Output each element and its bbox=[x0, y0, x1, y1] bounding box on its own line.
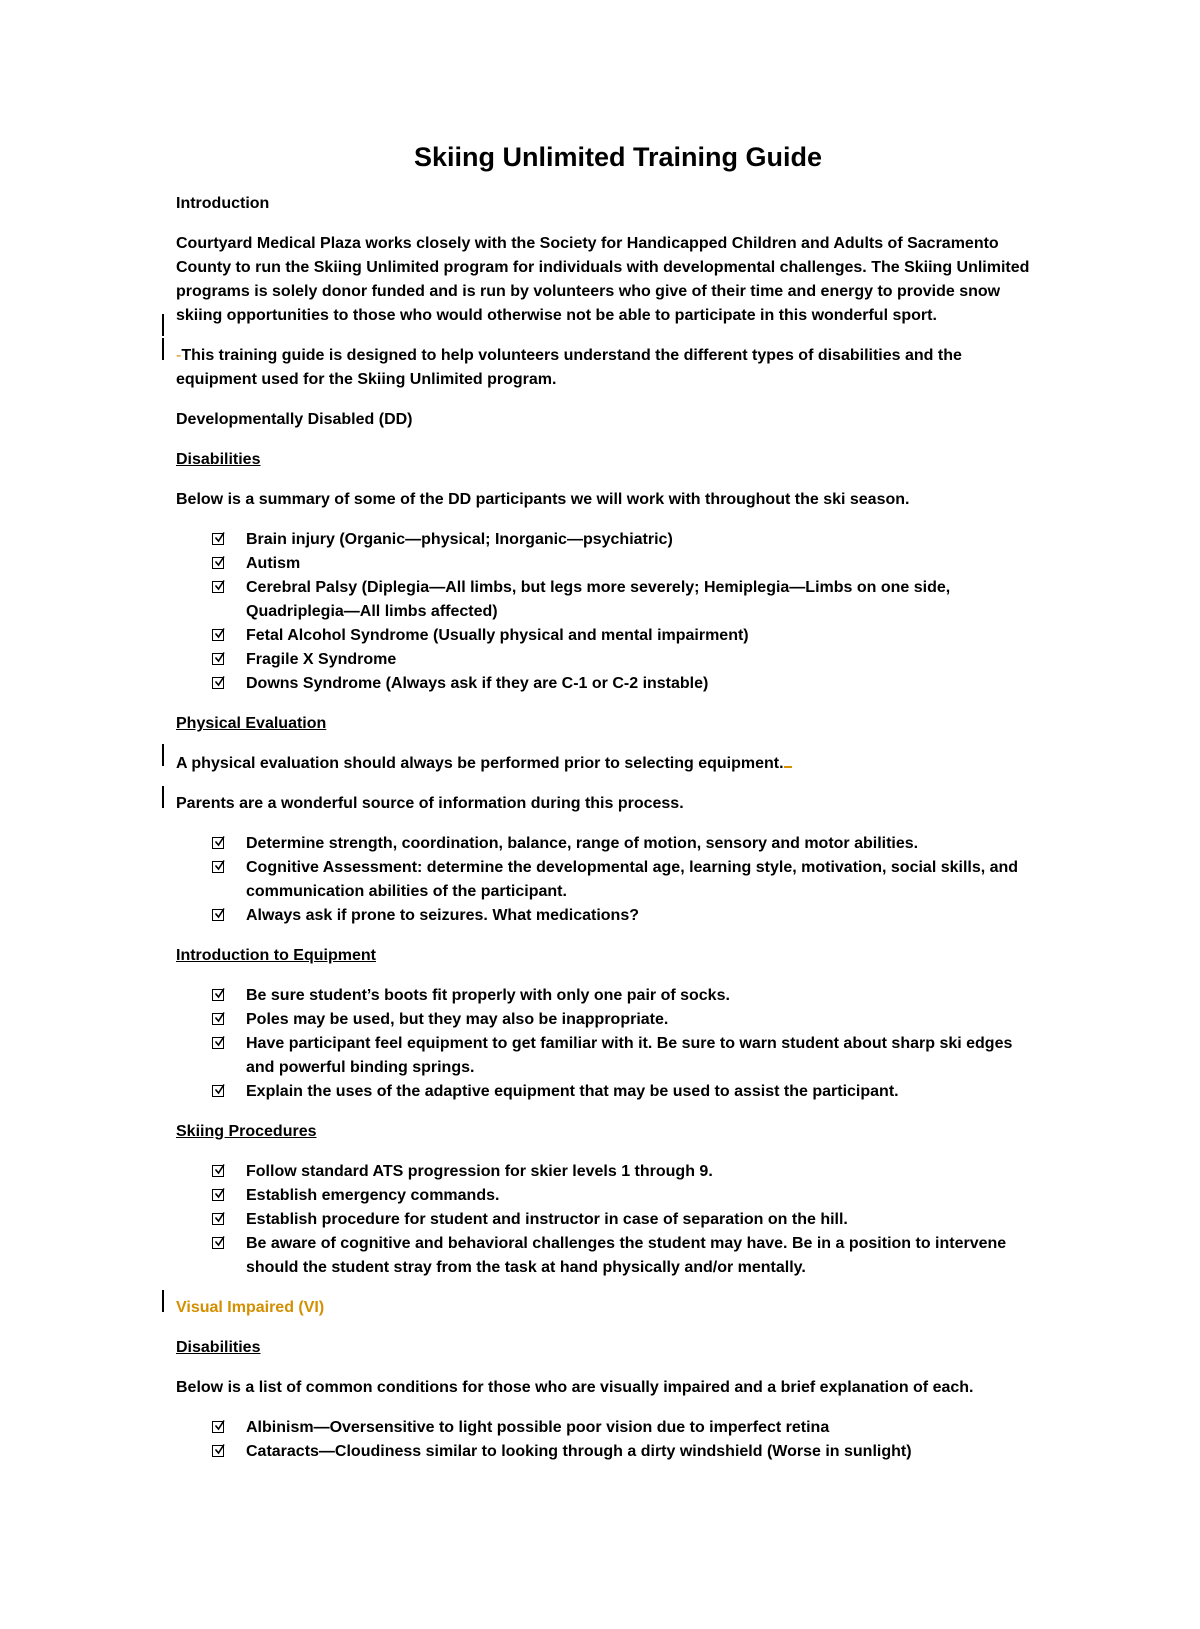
checkbox-checked-icon bbox=[212, 837, 224, 849]
checkbox-checked-icon bbox=[212, 1037, 224, 1049]
list-item bbox=[246, 528, 1036, 552]
intro-paragraph-text: Courtyard Medical Plaza works closely with the Society for Handicapped Children and Adults of Sacramento County to run the Skiing Unlimited program for individuals with developmental challenges. The Skiing Unlimited programs is solely donor funded and is run by volunteers who give of their time and energy to provide snow skiing opportunities to those who would otherwise not be able to participate in this wonderful sport. bbox=[176, 235, 1030, 324]
checkbox-checked-icon bbox=[212, 653, 224, 665]
list-item bbox=[246, 1032, 1036, 1080]
equipment-heading: Introduction to Equipment bbox=[176, 947, 376, 964]
list-item bbox=[246, 1080, 1036, 1104]
change-bar bbox=[162, 1290, 164, 1312]
list-item-text: Establish procedure for student and instructor in case of separation on the hill. bbox=[246, 1211, 848, 1228]
list-item-text: Be aware of cognitive and behavioral challenges the student may have. Be in a position to intervene should the student stray from the task at hand physically and/or mentally. bbox=[246, 1235, 1007, 1276]
checkbox-checked-icon bbox=[212, 909, 224, 921]
list-item-text: Cerebral Palsy (Diplegia—All limbs, but legs more severely; Hemiplegia—Limbs on one side, Quadriplegia—All limbs affected) bbox=[246, 579, 951, 620]
checkbox-checked-icon bbox=[212, 1445, 224, 1457]
list-item-text: Brain injury (Organic—physical; Inorganic—psychiatric) bbox=[246, 531, 673, 548]
checkbox-checked-icon bbox=[212, 1237, 224, 1249]
checkbox-checked-icon bbox=[212, 533, 224, 545]
list-item bbox=[246, 856, 1036, 904]
vi-list bbox=[176, 1416, 1036, 1464]
list-item bbox=[246, 648, 1036, 672]
list-item bbox=[246, 904, 1036, 928]
list-item bbox=[246, 1208, 1036, 1232]
change-bar bbox=[162, 744, 164, 766]
checkbox-checked-icon bbox=[212, 581, 224, 593]
skiing-procedures-list bbox=[176, 1160, 1036, 1280]
checkbox-checked-icon bbox=[212, 1165, 224, 1177]
dd-heading: Developmentally Disabled (DD) bbox=[176, 411, 413, 428]
list-item bbox=[246, 1416, 1036, 1440]
dd-list bbox=[176, 528, 1036, 696]
dd-disabilities-heading: Disabilities bbox=[176, 451, 261, 468]
list-item-text: Always ask if prone to seizures. What medications? bbox=[246, 907, 639, 924]
change-bar bbox=[162, 786, 164, 808]
checkbox-checked-icon bbox=[212, 861, 224, 873]
checkbox-checked-icon bbox=[212, 1013, 224, 1025]
parents-paragraph-text: Parents are a wonderful source of information during this process. bbox=[176, 795, 684, 812]
list-item bbox=[246, 1160, 1036, 1184]
inserted-mark: - bbox=[176, 347, 182, 364]
checkbox-checked-icon bbox=[212, 1085, 224, 1097]
checkbox-checked-icon bbox=[212, 1421, 224, 1433]
list-item-text: Cognitive Assessment: determine the developmental age, learning style, motivation, social skills, and communication abilities of the participant. bbox=[246, 859, 1019, 900]
list-item bbox=[246, 1232, 1036, 1280]
dd-summary: Below is a summary of some of the DD participants we will work with throughout the ski season. bbox=[176, 491, 910, 508]
list-item-text: Poles may be used, but they may also be inappropriate. bbox=[246, 1011, 669, 1028]
list-item-text: Determine strength, coordination, balance, range of motion, sensory and motor abilities. bbox=[246, 835, 919, 852]
list-item bbox=[246, 1184, 1036, 1208]
change-bar bbox=[162, 314, 164, 336]
intro-paragraph bbox=[176, 232, 1036, 328]
checkbox-checked-icon bbox=[212, 1189, 224, 1201]
vi-summary: Below is a list of common conditions for those who are visually impaired and a brief explanation of each. bbox=[176, 1379, 974, 1396]
vi-heading-text: Visual Impaired (VI) bbox=[176, 1299, 325, 1316]
vi-heading bbox=[176, 1296, 1036, 1320]
list-item bbox=[246, 1440, 1036, 1464]
parents-paragraph bbox=[176, 792, 1036, 816]
list-item-text: Downs Syndrome (Always ask if they are C-1 or C-2 instable) bbox=[246, 675, 709, 692]
list-item bbox=[246, 624, 1036, 648]
list-item-text: Fetal Alcohol Syndrome (Usually physical and mental impairment) bbox=[246, 627, 749, 644]
vi-disabilities-heading: Disabilities bbox=[176, 1339, 261, 1356]
checkbox-checked-icon bbox=[212, 557, 224, 569]
list-item bbox=[246, 576, 1036, 624]
list-item bbox=[246, 832, 1036, 856]
list-item-text: Be sure student’s boots fit properly with only one pair of socks. bbox=[246, 987, 730, 1004]
list-item bbox=[246, 1008, 1036, 1032]
change-bar bbox=[162, 338, 164, 360]
skiing-procedures-heading: Skiing Procedures bbox=[176, 1123, 317, 1140]
list-item-text: Establish emergency commands. bbox=[246, 1187, 500, 1204]
list-item-text: Follow standard ATS progression for skier levels 1 through 9. bbox=[246, 1163, 713, 1180]
physical-evaluation-paragraph bbox=[176, 752, 1036, 776]
inserted-space-mark bbox=[784, 752, 792, 768]
list-item bbox=[246, 552, 1036, 576]
equipment-list bbox=[176, 984, 1036, 1104]
list-item-text: Explain the uses of the adaptive equipment that may be used to assist the participant. bbox=[246, 1083, 899, 1100]
list-item-text: Albinism—Oversensitive to light possible poor vision due to imperfect retina bbox=[246, 1419, 830, 1436]
physical-evaluation-list bbox=[176, 832, 1036, 928]
list-item bbox=[246, 672, 1036, 696]
list-item-text: Fragile X Syndrome bbox=[246, 651, 397, 668]
document-body bbox=[176, 140, 1036, 1480]
physical-evaluation-heading: Physical Evaluation bbox=[176, 715, 327, 732]
checkbox-checked-icon bbox=[212, 1213, 224, 1225]
list-item-text: Cataracts—Cloudiness similar to looking through a dirty windshield (Worse in sunlight) bbox=[246, 1443, 912, 1460]
physical-evaluation-text: A physical evaluation should always be performed prior to selecting equipment. bbox=[176, 755, 784, 772]
guide-paragraph bbox=[176, 344, 1036, 392]
list-item bbox=[246, 984, 1036, 1008]
guide-paragraph-text: This training guide is designed to help volunteers understand the different types of disabilities and the equipment used for the Skiing Unlimited program. bbox=[176, 347, 962, 388]
checkbox-checked-icon bbox=[212, 677, 224, 689]
list-item-text: Have participant feel equipment to get familiar with it. Be sure to warn student about sharp ski edges and powerful binding springs. bbox=[246, 1035, 1013, 1076]
list-item-text: Autism bbox=[246, 555, 301, 572]
checkbox-checked-icon bbox=[212, 989, 224, 1001]
checkbox-checked-icon bbox=[212, 629, 224, 641]
intro-heading: Introduction bbox=[176, 195, 270, 212]
document-title: Skiing Unlimited Training Guide bbox=[413, 142, 823, 172]
